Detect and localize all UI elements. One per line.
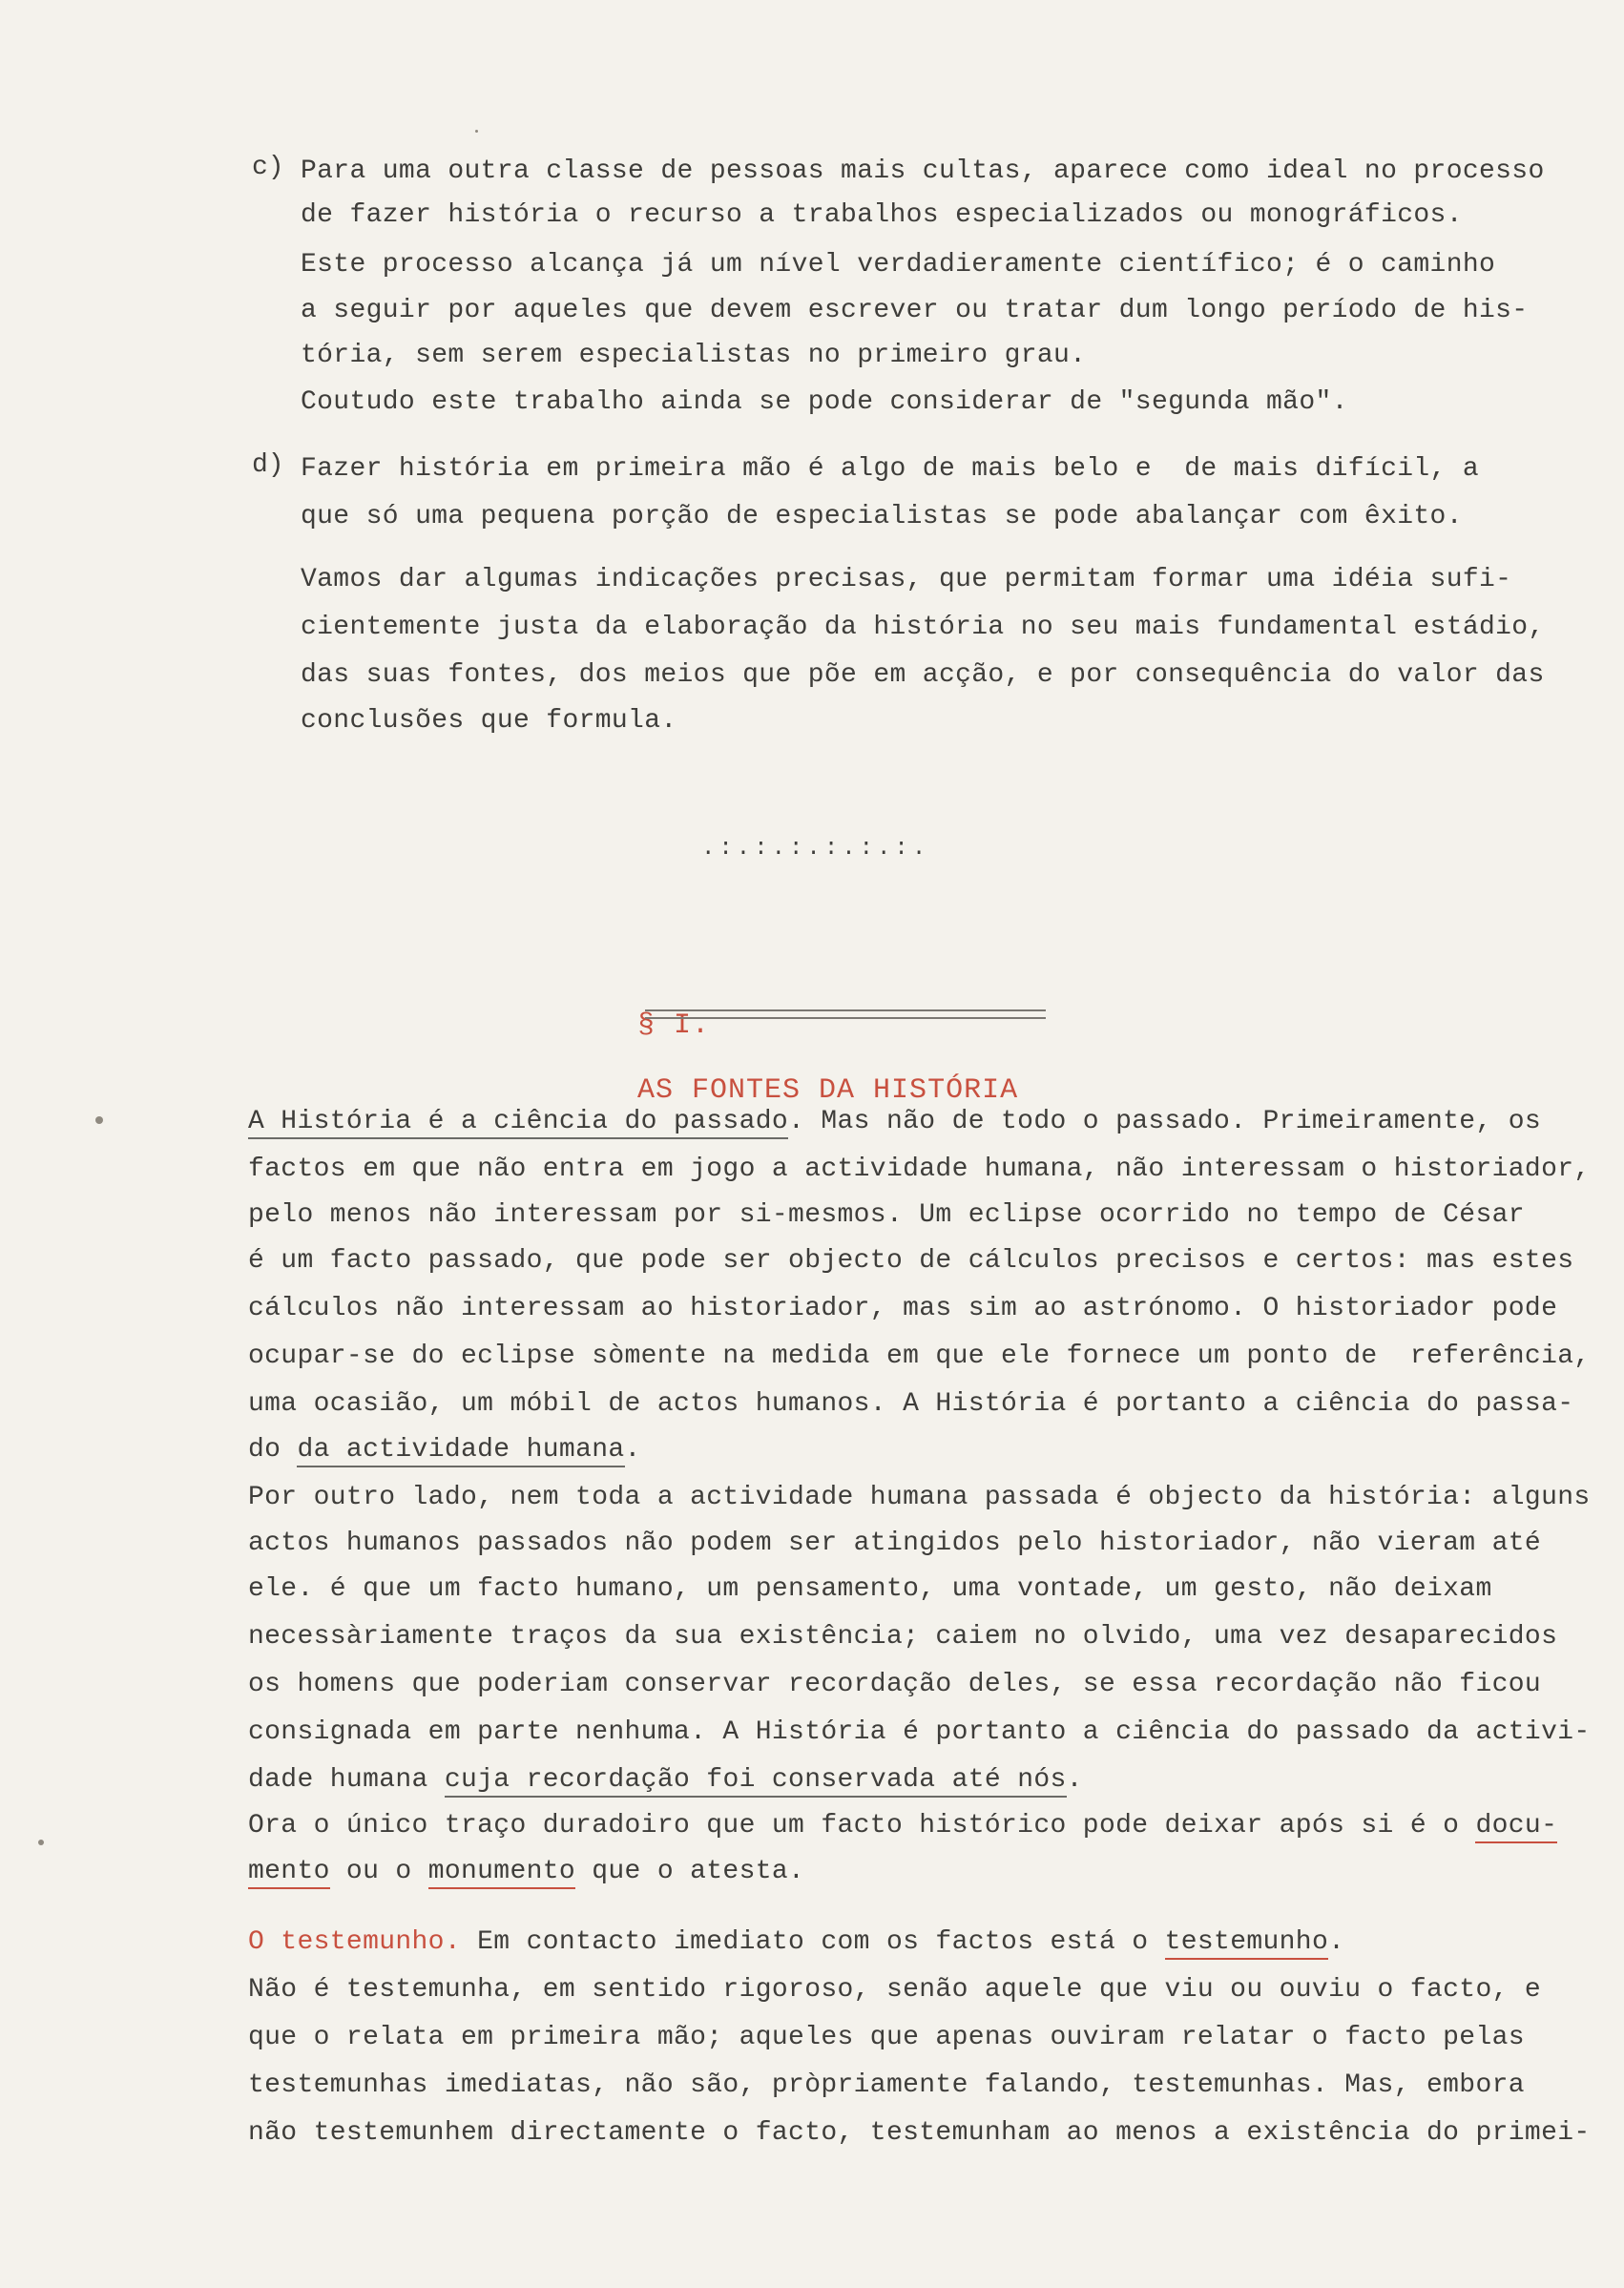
underlined-word: mento xyxy=(248,1857,330,1889)
ornamental-divider: .:.:.:.:.:.:. xyxy=(701,836,930,862)
underlined-phrase: A História é a ciência do passado xyxy=(248,1107,788,1139)
item-c-line-4: a seguir por aqueles que devem escrever ou tratar dum longo período de his- xyxy=(301,296,1529,325)
intro-line-3: das suas fontes, dos meios que põe em acção, e por consequência do valor das xyxy=(301,660,1545,690)
item-c-line-2: de fazer história o recurso a trabalhos especializados ou monográficos. xyxy=(301,200,1463,230)
list-marker-d: d) xyxy=(252,450,284,480)
body-line-10: actos humanos passados não podem ser atingidos pelo historiador, não vieram até xyxy=(248,1529,1542,1558)
body-line-1: A História é a ciência do passado. Mas não de todo o passado. Primeiramente, os xyxy=(248,1107,1541,1137)
paper-speck xyxy=(38,1840,44,1845)
item-c-line-6: Coutudo este trabalho ainda se pode considerar de "segunda mão". xyxy=(301,387,1348,417)
body-line-15: dade humana cuja recordação foi conservada até nós. xyxy=(248,1765,1083,1796)
body-line-16: Ora o único traço duradoiro que um facto histórico pode deixar após si é o docu- xyxy=(248,1811,1557,1841)
testemunho-line-5: não testemunhem directamente o facto, testemunham ao menos a existência do primei- xyxy=(248,2118,1591,2148)
body-line-11: ele. é que um facto humano, um pensamento, uma vontade, um gesto, não deixam xyxy=(248,1574,1492,1604)
body-line-5: cálculos não interessam ao historiador, mas sim ao astrónomo. O historiador pode xyxy=(248,1294,1558,1323)
paper-speck xyxy=(95,1116,103,1124)
underlined-word: monumento xyxy=(428,1857,575,1889)
intro-line-2: cientemente justa da elaboração da história no seu mais fundamental estádio, xyxy=(301,613,1545,642)
body-line-7: uma ocasião, um móbil de actos humanos. A História é portanto a ciência do passa- xyxy=(248,1389,1574,1419)
underlined-word: docu- xyxy=(1475,1811,1557,1843)
body-line-14: consignada em parte nenhuma. A História é portanto a ciência do passado da activi- xyxy=(248,1717,1591,1747)
item-c-line-5: tória, sem serem especialistas no primeiro grau. xyxy=(301,341,1087,370)
item-d-line-1: Fazer história em primeira mão é algo de mais belo e de mais difícil, a xyxy=(301,454,1479,484)
testemunho-line-2: Não é testemunha, em sentido rigoroso, senão aquele que viu ou ouviu o facto, e xyxy=(248,1975,1542,2005)
item-c-line-3: Este processo alcança já um nível verdadieramente científico; é o caminho xyxy=(301,250,1496,280)
body-line-6: ocupar-se do eclipse sòmente na medida em que ele fornece um ponto de referência, xyxy=(248,1342,1591,1371)
testemunho-heading: O testemunho. xyxy=(248,1927,461,1957)
underlined-phrase: da actividade humana xyxy=(297,1435,624,1467)
testemunho-line-3: que o relata em primeira mão; aqueles que apenas ouviram relatar o facto pelas xyxy=(248,2023,1525,2052)
section-double-underline xyxy=(645,1009,1046,1019)
body-line-2: factos em que não entra em jogo a actividade humana, não interessam o historiador, xyxy=(248,1154,1591,1184)
intro-line-1: Vamos dar algumas indicações precisas, que permitam formar uma idéia sufi- xyxy=(301,565,1512,594)
body-line-17: mento ou o monumento que o atesta. xyxy=(248,1857,804,1887)
intro-line-4: conclusões que formula. xyxy=(301,706,677,736)
body-line-9: Por outro lado, nem toda a actividade humana passada é objecto da história: alguns xyxy=(248,1483,1591,1512)
body-line-3: pelo menos não interessam por si-mesmos. Um eclipse ocorrido no tempo de César xyxy=(248,1200,1525,1230)
body-line-4: é um facto passado, que pode ser objecto de cálculos precisos e certos: mas estes xyxy=(248,1246,1574,1276)
item-c-line-1: Para uma outra classe de pessoas mais cultas, aparece como ideal no processo xyxy=(301,156,1545,186)
body-line-12: necessàriamente traços da sua existência; caiem no olvido, uma vez desaparecidos xyxy=(248,1622,1558,1652)
list-marker-c: c) xyxy=(252,153,284,182)
underlined-phrase: cuja recordação foi conservada até nós xyxy=(445,1765,1067,1798)
testemunho-line-4: testemunhas imediatas, não são, pròpriamente falando, testemunhas. Mas, embora xyxy=(248,2070,1525,2100)
section-title-text: AS FONTES DA HISTÓRIA xyxy=(637,1074,1019,1107)
item-d-line-2: que só uma pequena porção de especialistas se pode abalançar com êxito. xyxy=(301,502,1463,531)
body-line-13: os homens que poderiam conservar recordação deles, se essa recordação não ficou xyxy=(248,1670,1542,1699)
paper-speck xyxy=(475,130,478,133)
body-line-8: do da actividade humana. xyxy=(248,1435,641,1466)
testemunho-line-1: O testemunho. Em contacto imediato com os factos está o testemunho. xyxy=(248,1927,1344,1958)
section-mark: § I. xyxy=(637,1009,711,1042)
underlined-word: testemunho xyxy=(1165,1927,1329,1960)
